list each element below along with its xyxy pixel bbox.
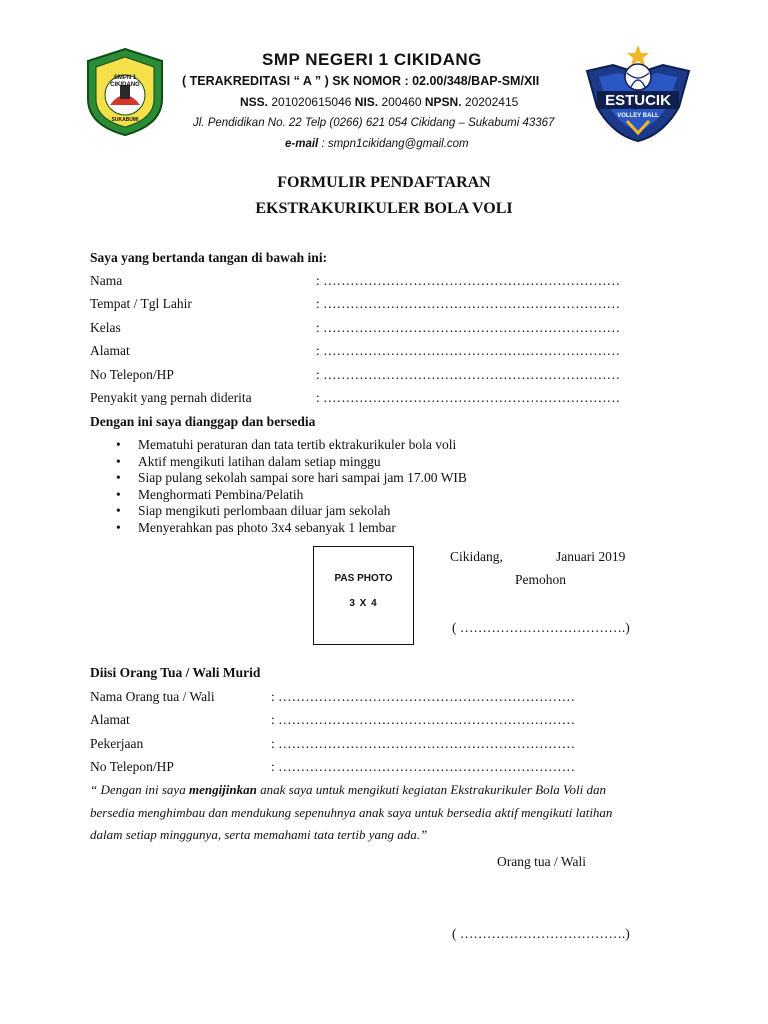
field-row-class <box>0 320 768 340</box>
field-label: Nama Orang tua / Wali <box>90 689 215 704</box>
statement-line-1 <box>90 778 690 801</box>
field-row-birth <box>0 296 768 316</box>
list-item: • Menghormati Pembina/Pelatih <box>138 487 658 504</box>
parent-sign-name-blank[interactable]: ( ……………………………….) <box>452 926 630 941</box>
field-label: Alamat <box>90 712 130 727</box>
field-label: Kelas <box>90 320 121 335</box>
field-blank[interactable]: : ………………………………………………………… <box>316 296 621 311</box>
npsn-value: 20202415 <box>464 95 519 109</box>
nis-value: 200460 <box>381 95 422 109</box>
nis-label: NIS. <box>354 95 379 109</box>
accreditation: ( TERAKREDITASI “ A ” ) SK NOMOR : 02.00/348/BAP-SM/XII <box>182 74 540 88</box>
field-label: Alamat <box>90 343 130 358</box>
school-logo-bottom-text: SUKABUMI <box>111 117 139 123</box>
field-blank[interactable]: : ………………………………………………………… <box>316 343 621 358</box>
terms-heading: Dengan ini saya dianggap dan bersedia <box>90 414 316 429</box>
statement-part: “ Dengan ini saya <box>90 782 189 797</box>
parent-row-job <box>0 736 768 756</box>
school-logo <box>80 45 170 139</box>
email-value: : smpn1cikidang@gmail.com <box>321 138 469 150</box>
parent-row-name <box>0 689 768 709</box>
statement-line-2: bersedia menghimbau dan mendukung sepenuhnya anak saya untuk bersedia aktif mengikuti latihan <box>90 805 613 820</box>
field-blank[interactable]: : ………………………………………………………… <box>271 759 576 774</box>
field-row-address <box>0 343 768 363</box>
applicant-intro: Saya yang bertanda tangan di bawah ini: <box>90 250 328 265</box>
school-name: SMP NEGERI 1 CIKIDANG <box>262 50 482 69</box>
statement-part: anak saya untuk mengikuti kegiatan Ekstrakurikuler Bola Voli dan <box>256 782 607 797</box>
field-blank[interactable]: : ………………………………………………………… <box>316 367 621 382</box>
field-label: Nama <box>90 273 123 288</box>
field-label: Tempat / Tgl Lahir <box>90 296 192 311</box>
parent-heading: Diisi Orang Tua / Wali Murid <box>90 665 261 680</box>
list-item: • Siap mengikuti perlombaan diluar jam sekolah <box>138 503 658 520</box>
photo-label: PAS PHOTO <box>334 573 393 584</box>
statement-line-3: dalam setiap minggunya, serta memahami tata tertib yang ada.” <box>90 827 428 842</box>
parent-sign-role: Orang tua / Wali <box>497 854 587 869</box>
sign-role: Pemohon <box>515 572 567 587</box>
statement-emphasis: mengijinkan <box>188 782 257 797</box>
nss-value: 201020615046 <box>271 95 352 109</box>
field-label: No Telepon/HP <box>90 367 174 382</box>
photo-box <box>313 546 414 645</box>
field-blank[interactable]: : ………………………………………………………… <box>271 689 576 704</box>
sign-date: Januari 2019 <box>556 549 626 564</box>
field-blank[interactable]: : ………………………………………………………… <box>316 390 621 405</box>
team-logo <box>583 43 693 143</box>
school-logo-top-text: SMPN 1 <box>113 75 137 81</box>
field-row-phone <box>0 367 768 387</box>
school-logo-name: CIKIDANG <box>110 82 140 88</box>
field-blank[interactable]: : ………………………………………………………… <box>271 736 576 751</box>
team-logo-sub: VOLLEY BALL <box>617 113 659 119</box>
sign-place: Cikidang, <box>450 549 503 564</box>
field-label: Pekerjaan <box>90 736 144 751</box>
school-email <box>285 138 469 150</box>
field-row-illness <box>0 390 768 410</box>
team-logo-name: ESTUCIK <box>605 92 671 109</box>
npsn-label: NPSN. <box>424 95 462 109</box>
school-address: Jl. Pendidikan No. 22 Telp (0266) 621 054 Cikidang – Sukabumi 43367 <box>193 117 555 129</box>
field-blank[interactable]: : ………………………………………………………… <box>316 273 621 288</box>
form-title: FORMULIR PENDAFTARAN <box>277 174 491 191</box>
list-item: • Menyerahkan pas photo 3x4 sebanyak 1 lembar <box>138 520 658 537</box>
photo-size: 3 X 4 <box>349 598 378 609</box>
list-item: • Mematuhi peraturan dan tata tertib ektrakurikuler bola voli <box>138 437 658 454</box>
field-label: Penyakit yang pernah diderita <box>90 390 252 405</box>
school-ids <box>240 95 518 109</box>
field-blank[interactable]: : ………………………………………………………… <box>271 712 576 727</box>
form-subtitle: EKSTRAKURIKULER BOLA VOLI <box>255 200 513 217</box>
field-row-name <box>0 273 768 293</box>
sign-name-blank[interactable]: ( ……………………………….) <box>452 620 630 635</box>
terms-list <box>90 437 658 536</box>
parent-row-phone <box>0 759 768 779</box>
field-blank[interactable]: : ………………………………………………………… <box>316 320 621 335</box>
nss-label: NSS. <box>240 95 269 109</box>
parent-row-address <box>0 712 768 732</box>
list-item: • Aktif mengikuti latihan dalam setiap minggu <box>138 454 658 471</box>
field-label: No Telepon/HP <box>90 759 174 774</box>
list-item: • Siap pulang sekolah sampai sore hari sampai jam 17.00 WIB <box>138 470 658 487</box>
email-label: e-mail <box>285 138 319 150</box>
